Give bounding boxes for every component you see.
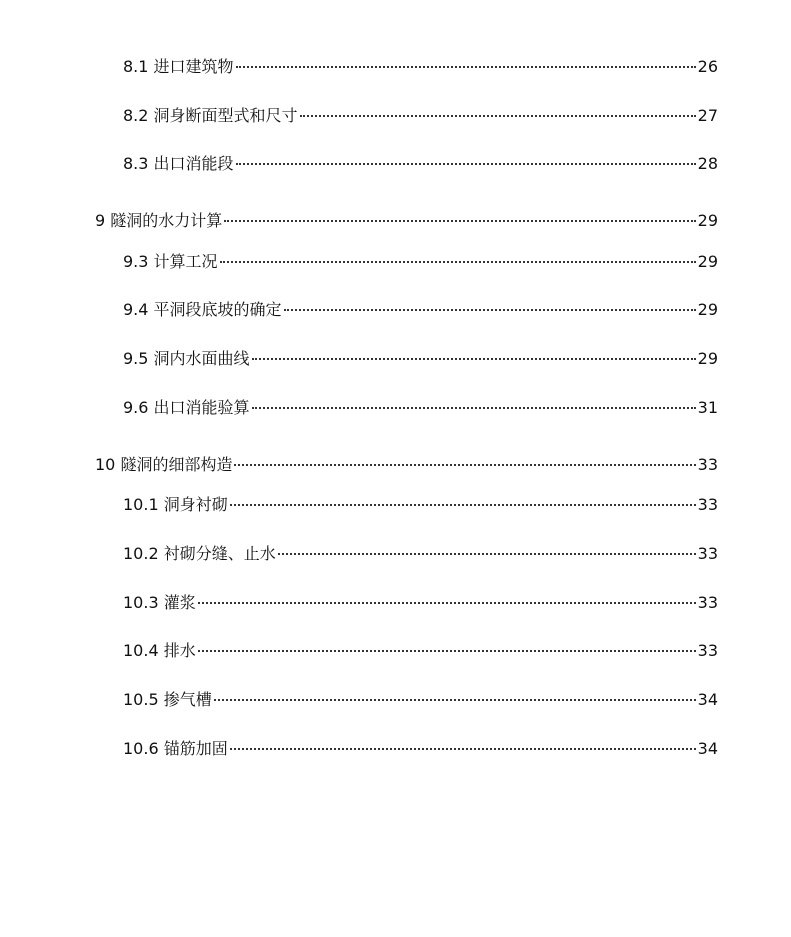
toc-entry-page-number: 29 [697,252,718,271]
toc-entry-page-number: 33 [697,544,718,563]
dot-leader [220,261,696,263]
toc-entry-label: 9 隧洞的水力计算 [95,211,223,230]
toc-entry-label: 8.3 出口消能段 [123,154,234,173]
dot-leader [234,464,695,466]
toc-entry-label: 10.5 掺气槽 [123,690,212,709]
toc-entry-8-3[interactable] [123,153,718,175]
toc-entry-label: 9.6 出口消能验算 [123,398,250,417]
toc-entry-label: 10.2 衬砌分缝、止水 [123,544,276,563]
toc-entry-label: 10.3 灌浆 [123,593,196,612]
toc-entry-page-number: 29 [697,300,718,319]
toc-entry-page-number: 27 [697,106,718,125]
toc-entry-label: 9.4 平洞段底坡的确定 [123,300,282,319]
toc-entry-label: 8.1 进口建筑物 [123,57,234,76]
dot-leader [230,504,696,506]
toc-entry-10-6[interactable] [123,738,718,760]
dot-leader [224,220,695,222]
toc-entry-page-number: 29 [697,349,718,368]
toc-entry-8-1[interactable] [123,56,718,78]
dot-leader [252,358,696,360]
toc-entry-page-number: 28 [697,154,718,173]
dot-leader [214,699,696,701]
dot-leader [278,553,696,555]
toc-entry-page-number: 33 [697,495,718,514]
toc-entry-label: 8.2 洞身断面型式和尺寸 [123,106,298,125]
dot-leader [252,407,696,409]
toc-entry-label: 10.6 锚筋加固 [123,739,228,758]
dot-leader [284,309,696,311]
toc-entry-page-number: 26 [697,57,718,76]
toc-entry-page-number: 31 [697,398,718,417]
toc-entry-page-number: 29 [697,211,718,230]
toc-entry-page-number: 33 [697,455,718,474]
toc-entry-label: 9.5 洞内水面曲线 [123,349,250,368]
dot-leader [230,748,696,750]
toc-entry-9-5[interactable] [123,348,718,370]
toc-entry-10-4[interactable] [123,640,718,662]
dot-leader [198,602,696,604]
toc-entry-10-2[interactable] [123,543,718,565]
dot-leader [236,163,696,165]
toc-entry-9-4[interactable] [123,299,718,321]
toc-entry-8-2[interactable] [123,105,718,127]
dot-leader [198,650,696,652]
dot-leader [300,115,696,117]
toc-entry-9-3[interactable] [123,251,718,273]
toc-entry-label: 10.4 排水 [123,641,196,660]
toc-entry-10-5[interactable] [123,689,718,711]
toc-entry-page-number: 34 [697,690,718,709]
toc-entry-9[interactable] [95,210,718,232]
toc-entry-9-6[interactable] [123,397,718,419]
toc-entry-label: 9.3 计算工况 [123,252,218,271]
toc-entry-10-3[interactable] [123,592,718,614]
toc-entry-10-1[interactable] [123,494,718,516]
toc-entry-10[interactable] [95,454,718,476]
toc-entry-label: 10.1 洞身衬砌 [123,495,228,514]
toc-entry-page-number: 33 [697,593,718,612]
toc-entry-label: 10 隧洞的细部构造 [95,455,233,474]
toc-entry-page-number: 33 [697,641,718,660]
toc-entry-page-number: 34 [697,739,718,758]
dot-leader [236,66,696,68]
